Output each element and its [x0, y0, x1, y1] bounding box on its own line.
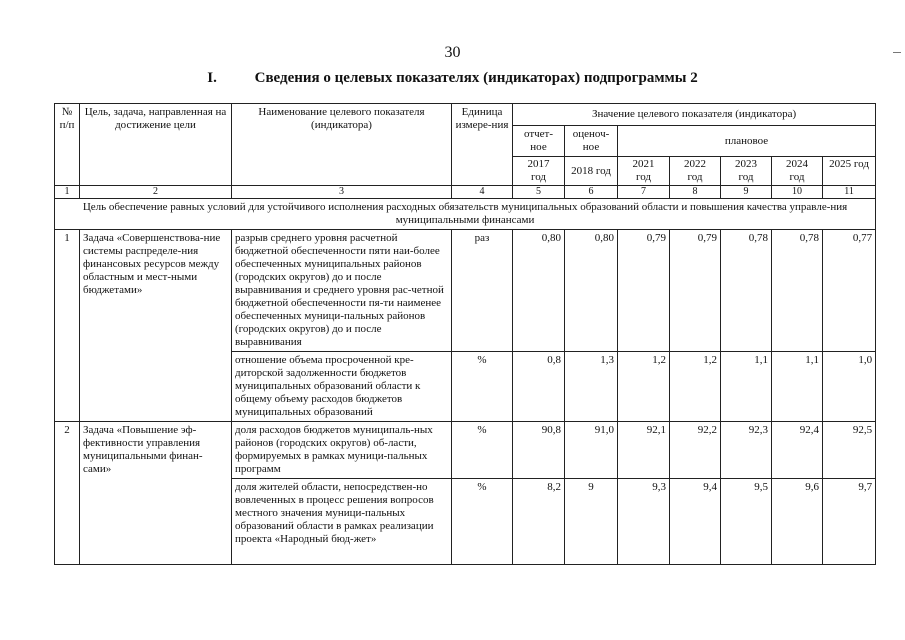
header-year: 2024 год [772, 157, 823, 186]
indicator-name: доля расходов бюджетов муниципаль-ных районов (городских округов) об-ласти, формируемых в рамках муници-пальных программ [232, 422, 452, 479]
task-name: Задача «Совершенствова-ние системы распределе-ния финансовых ресурсов между областным и мест-ными бюджетами» [80, 230, 232, 422]
indicator-unit: % [452, 479, 513, 565]
page-number: 30 [444, 44, 461, 61]
page-title [0, 70, 905, 87]
indicator-value: 0,8 [513, 352, 565, 422]
indicator-value: 9,5 [721, 479, 772, 565]
header-planned: плановое [618, 126, 876, 157]
indicator-value: 9 [565, 479, 618, 565]
indicator-value: 92,4 [772, 422, 823, 479]
task-num: 1 [55, 230, 80, 422]
indicator-value: 8,2 [513, 479, 565, 565]
indicator-value: 9,7 [823, 479, 876, 565]
header-goal: Цель, задача, направленная на достижение цели [80, 104, 232, 186]
indicator-value: 9,6 [772, 479, 823, 565]
indicator-value: 1,1 [772, 352, 823, 422]
title-text: Сведения о целевых показателях (индикаторах) подпрограммы 2 [254, 70, 698, 86]
margin-mark [893, 52, 901, 53]
indicator-value: 1,2 [670, 352, 721, 422]
header-year: 2017 год [513, 157, 565, 186]
header-year: 2023 год [721, 157, 772, 186]
column-number: 5 [513, 186, 565, 199]
column-number: 2 [80, 186, 232, 199]
indicator-value: 0,80 [513, 230, 565, 352]
indicator-name: отношение объема просроченной кре-диторской задолженности бюджетов муниципальных образований области к общему объему расходов бюджетов муниципальных образований [232, 352, 452, 422]
task-num: 2 [55, 422, 80, 565]
column-number: 7 [618, 186, 670, 199]
indicator-value: 0,77 [823, 230, 876, 352]
indicator-name: разрыв среднего уровня расчетной бюджетной обеспеченности пяти наи-более обеспеченных муниципальных районов (городских округов) до и после выравнивания и среднего уровня рас-четной бюджетной обеспеченности пя-ти наименее обеспеченных муници-пальных районов (городских округов) до и после выравнивания [232, 230, 452, 352]
indicator-value: 1,2 [618, 352, 670, 422]
indicator-value: 0,78 [721, 230, 772, 352]
header-estimate: оценоч-ное [565, 126, 618, 157]
column-number: 11 [823, 186, 876, 199]
indicator-value: 92,5 [823, 422, 876, 479]
indicator-value: 1,0 [823, 352, 876, 422]
header-year: 2021 год [618, 157, 670, 186]
indicator-value: 1,1 [721, 352, 772, 422]
goal-row: Цель обеспечение равных условий для устойчивого исполнения расходных обязательств муниципальных образований области и повышения качества управле-ния муниципальными финансами [55, 199, 876, 230]
indicator-name: доля жителей области, непосредствен-но вовлеченных в процесс решения вопросов местного значения муници-пальных образований области в рамках реализации проекта «Народный бюд-жет» [232, 479, 452, 565]
header-num: № п/п [55, 104, 80, 186]
header-year: 2018 год [565, 157, 618, 186]
column-number: 1 [55, 186, 80, 199]
indicators-table [54, 103, 876, 565]
task-name: Задача «Повышение эф-фективности управления муниципальными финан-сами» [80, 422, 232, 565]
indicator-value: 92,1 [618, 422, 670, 479]
column-number: 3 [232, 186, 452, 199]
header-unit: Единица измере-ния [452, 104, 513, 186]
header-value-group: Значение целевого показателя (индикатора) [513, 104, 876, 126]
indicator-value: 0,80 [565, 230, 618, 352]
column-number: 10 [772, 186, 823, 199]
section-number: I. [207, 70, 217, 86]
indicator-value: 9,4 [670, 479, 721, 565]
indicator-value: 0,78 [772, 230, 823, 352]
header-year: 2022 год [670, 157, 721, 186]
column-number: 8 [670, 186, 721, 199]
indicator-value: 92,2 [670, 422, 721, 479]
header-report: отчет-ное [513, 126, 565, 157]
indicator-unit: % [452, 352, 513, 422]
indicator-unit: раз [452, 230, 513, 352]
indicator-value: 90,8 [513, 422, 565, 479]
header-year: 2025 год [823, 157, 876, 186]
indicator-unit: % [452, 422, 513, 479]
column-number: 6 [565, 186, 618, 199]
header-indicator: Наименование целевого показателя (индикатора) [232, 104, 452, 186]
column-number: 9 [721, 186, 772, 199]
indicator-value: 91,0 [565, 422, 618, 479]
indicator-value: 0,79 [670, 230, 721, 352]
indicator-value: 0,79 [618, 230, 670, 352]
indicator-value: 92,3 [721, 422, 772, 479]
indicator-value: 9,3 [618, 479, 670, 565]
column-number: 4 [452, 186, 513, 199]
indicator-value: 1,3 [565, 352, 618, 422]
